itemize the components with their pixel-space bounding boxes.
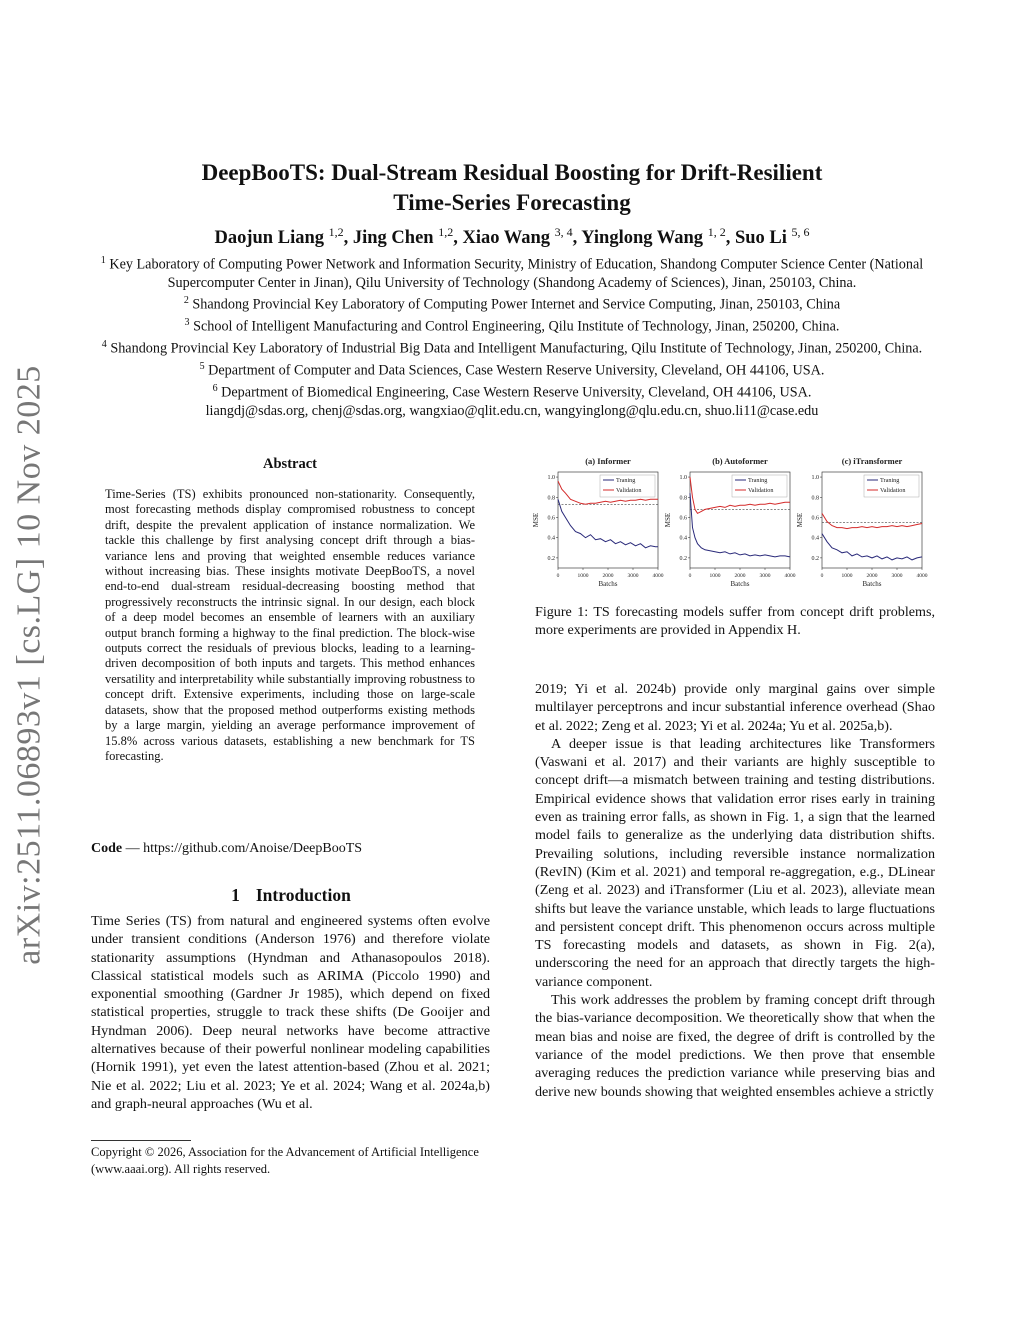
footnote-rule [91, 1140, 191, 1141]
x-tick-label: 2000 [602, 573, 614, 579]
y-tick-label: 0.6 [811, 515, 819, 522]
code-link [91, 841, 491, 857]
affiliation: $^4$ Shandong Provincial Key Laboratory of Industrial Big Data and Intelligent Manufacturing, Qilu Institute of Technology, Jinan, 250200, China. [101, 339, 923, 357]
affiliation: $^3$ School of Intelligent Manufacturing and Control Engineering, Qilu Institute of Technology, Jinan, 250200, China. [184, 317, 840, 335]
figure-caption: Figure 1: TS forecasting models suffer from concept drift problems, more experiments are provided in Appendix H. [535, 604, 935, 639]
legend-label: Validation [880, 487, 906, 494]
x-tick-label: 0 [556, 573, 560, 579]
copyright-footnote: Copyright © 2026, Association for the Advancement of Artificial Intelligence (www.aaai.org). All rights reserved. [91, 1145, 479, 1176]
y-tick-label: 1.0 [811, 475, 819, 482]
y-tick-label: 0.4 [811, 535, 819, 542]
affiliations [90, 252, 934, 420]
affiliation: $^2$ Shandong Provincial Key Laboratory of Computing Power Internet and Service Computing, Jinan, 250103, China [183, 295, 841, 313]
y-tick-label: 0.4 [547, 535, 555, 542]
affiliation: $^6$ Department of Biomedical Engineering, Case Western Reserve University, Cleveland, OH 44106, USA. [212, 382, 812, 401]
code-label: Code [91, 841, 123, 856]
y-tick-label: 1.0 [547, 475, 555, 482]
y-tick-label: 0.8 [679, 495, 687, 502]
series-line-traning [558, 499, 658, 548]
x-tick-label: 4000 [652, 573, 664, 579]
author: Suo Li $^{5, 6}$ [734, 225, 810, 249]
series-line-traning [822, 534, 922, 560]
author: Yinglong Wang $^{1, 2}$ [581, 225, 726, 249]
y-axis-label: MSE [796, 512, 804, 528]
intro-paragraph: Time Series (TS) from natural and engineered systems often evolve under transient conditions (Anderson 1976) and therefore violate stationarity assumptions (Hyndman and Athanasopoulos 2018). Classical statistical models such as ARIMA (Piccolo 1990) and exponential smoothing (Gardner Jr 1985), which depend on fixed statistical properties, struggle to track these shifts (De Gooijer and Hyndman 2006). Deep neural networks have become attractive alternatives because of their powerful nonlinear modeling capabilities (Hornik 1991), yet even the latest attention-based (Zhou et al. 2021; Nie et al. 2022; Liu et al. 2023; Ye et al. 2024; Wang et al. 2024a,b) and graph-neural approaches (Wu et al. [91, 913, 490, 1112]
section-title: Introduction [255, 885, 351, 905]
x-tick-label: 1000 [709, 573, 721, 579]
x-tick-label: 3000 [759, 573, 771, 579]
x-axis-label: Batchs [730, 580, 750, 588]
x-tick-label: 4000 [916, 573, 928, 579]
y-tick-label: 1.0 [679, 475, 687, 482]
affiliation: $^5$ Department of Computer and Data Sciences, Case Western Reserve University, Cleveland, OH 44106, USA. [199, 360, 825, 379]
legend-label: Validation [748, 487, 774, 494]
right-column-text [535, 680, 935, 1101]
chart-title: (c) iTransformer [841, 456, 903, 466]
arxiv-identifier [0, 365, 60, 965]
x-axis-label: Batchs [598, 580, 618, 588]
paragraph: 2019; Yi et al. 2024b) provide only marginal gains over simple multilayer perceptrons and incur substantial inference overhead (Shao et al. 2022; Zeng et al. 2023; Yi et al. 2024a; Yu et al. 2025a,b). [535, 681, 935, 734]
y-tick-label: 0.6 [547, 515, 555, 522]
author: Jing Chen $^{1,2}$ [352, 225, 454, 249]
x-tick-label: 0 [688, 573, 692, 579]
chart-panel [664, 456, 796, 588]
email-list: liangdj@sdas.org, chenj@sdas.org, wangxiao@qlit.edu.cn, wangyinglong@qlu.edu.cn, shuo.li11@case.edu [205, 402, 819, 419]
title-line-2: Time-Series Forecasting [393, 190, 631, 215]
x-tick-label: 2000 [734, 573, 746, 579]
x-tick-label: 3000 [891, 573, 903, 579]
y-tick-label: 0.2 [811, 555, 819, 562]
author: Xiao Wang $^{3, 4}$ [462, 225, 573, 249]
x-tick-label: 2000 [866, 573, 878, 579]
paper-title [100, 158, 924, 218]
y-axis-label: MSE [664, 512, 672, 528]
legend-label: Traning [880, 477, 900, 484]
author: Daojun Liang $^{1,2}$ [214, 225, 344, 249]
x-tick-label: 0 [820, 573, 824, 579]
author-list: Daojun Liang $^{1,2}$, Jing Chen $^{1,2}$, Xiao Wang $^{3, 4}$, Yinglong Wang $^{1, 2}$, Suo Li $^{5, 6}$ [214, 225, 810, 249]
y-tick-label: 0.2 [547, 555, 555, 562]
legend-label: Validation [616, 487, 642, 494]
code-url[interactable]: — https://github.com/Anoise/DeepBooTS [122, 841, 363, 856]
chart-title: (b) Autoformer [712, 456, 768, 466]
y-axis-label: MSE [532, 512, 540, 528]
y-tick-label: 0.4 [679, 535, 687, 542]
y-tick-label: 0.2 [679, 555, 687, 562]
series-line-validation [822, 513, 922, 528]
y-tick-label: 0.8 [547, 495, 555, 502]
chart-panel [796, 456, 928, 588]
chart-title: (a) Informer [585, 456, 631, 466]
legend-label: Traning [616, 477, 636, 484]
arxiv-id-text: arXiv:2511.06893v1 [cs.LG] 10 Nov 2025 [11, 365, 49, 965]
paragraph: This work addresses the problem by framing concept drift through the bias-variance decomposition. We theoretically show that when the mean bias and noise are fixed, the degree of drift is controlled by the variance of the model predictions. We then prove that ensemble averaging reduces the prediction variance while preserving bias and derive new bounds showing that weighted ensembles achieve a strictly [535, 992, 935, 1100]
x-tick-label: 1000 [577, 573, 589, 579]
section-number: 1 [231, 885, 240, 905]
abstract-heading: Abstract [263, 456, 317, 472]
x-tick-label: 3000 [627, 573, 639, 579]
title-line-1: DeepBooTS: Dual-Stream Residual Boosting for Drift-Resilient [201, 160, 823, 185]
affiliation: $^1$ Key Laboratory of Computing Power Network and Information Security, Ministry of Education, Shandong Computer Science Center (National Supercomputer Center in Jinan), Qilu University of Technology (Shandong Academy of Sciences), Jinan, 250103, China. [100, 255, 924, 291]
x-axis-label: Batchs [862, 580, 882, 588]
abstract-text: Time-Series (TS) exhibits pronounced non-stationarity. Consequently, most forecasting methods display compromised robustness to concept drift, despite the prevalent application of instance normalization. We tackle this challenge by first analysing concept drift through a bias-variance lens and proving that weighted ensemble reduces variance without increasing bias. These insights motivate DeepBooTS, a novel end-to-end dual-stream residual-decreasing boosting method that progressively reconstructs the intrinsic signal. In our design, each block of a deep model becomes an ensemble of learners with an auxiliary output branch forming a highway to the final prediction. The block-wise outputs correct the residuals of previous blocks, leading to a learning-driven decomposition of both inputs and targets. This method enhances versatility and interpretability while substantially improving robustness to concept drift. Extensive experiments, including those on large-scale datasets, show that the proposed method outperforms existing methods by a large margin, yielding an average performance improvement of 15.8% across various datasets, establishing a new benchmark for TS forecasting. [105, 487, 475, 763]
chart-panel [532, 456, 664, 588]
y-tick-label: 0.6 [679, 515, 687, 522]
x-tick-label: 1000 [841, 573, 853, 579]
y-tick-label: 0.8 [811, 495, 819, 502]
x-tick-label: 4000 [784, 573, 796, 579]
legend-label: Traning [748, 477, 768, 484]
paragraph: A deeper issue is that leading architectures like Transformers (Vaswani et al. 2017) and their variants are highly susceptible to concept drift—a mismatch between training and testing distributions. Empirical evidence shows that validation error rises early in training even as training error falls, as shown in Fig. 1, a sign that the learned model fails to generalize as the underlying data distribution shifts. Prevailing solutions, including reversible instance normalization (RevIN) (Kim et al. 2021) and temporal re-aggregation, e.g., DLinear (Zeng et al. 2023) and iTransformer (Liu et al. 2023), alleviate mean shifts but leave the variance unstable, which leads to large fluctuations and persistent concept drift. This phenomenon occurs across multiple TS forecasting models and datasets, as shown in Fig. 2(a), underscoring the need for an approach that directly targets the high-variance component. [535, 735, 935, 990]
section-heading [91, 885, 491, 906]
figure-1-charts [528, 450, 938, 590]
series-line-traning [690, 493, 790, 557]
